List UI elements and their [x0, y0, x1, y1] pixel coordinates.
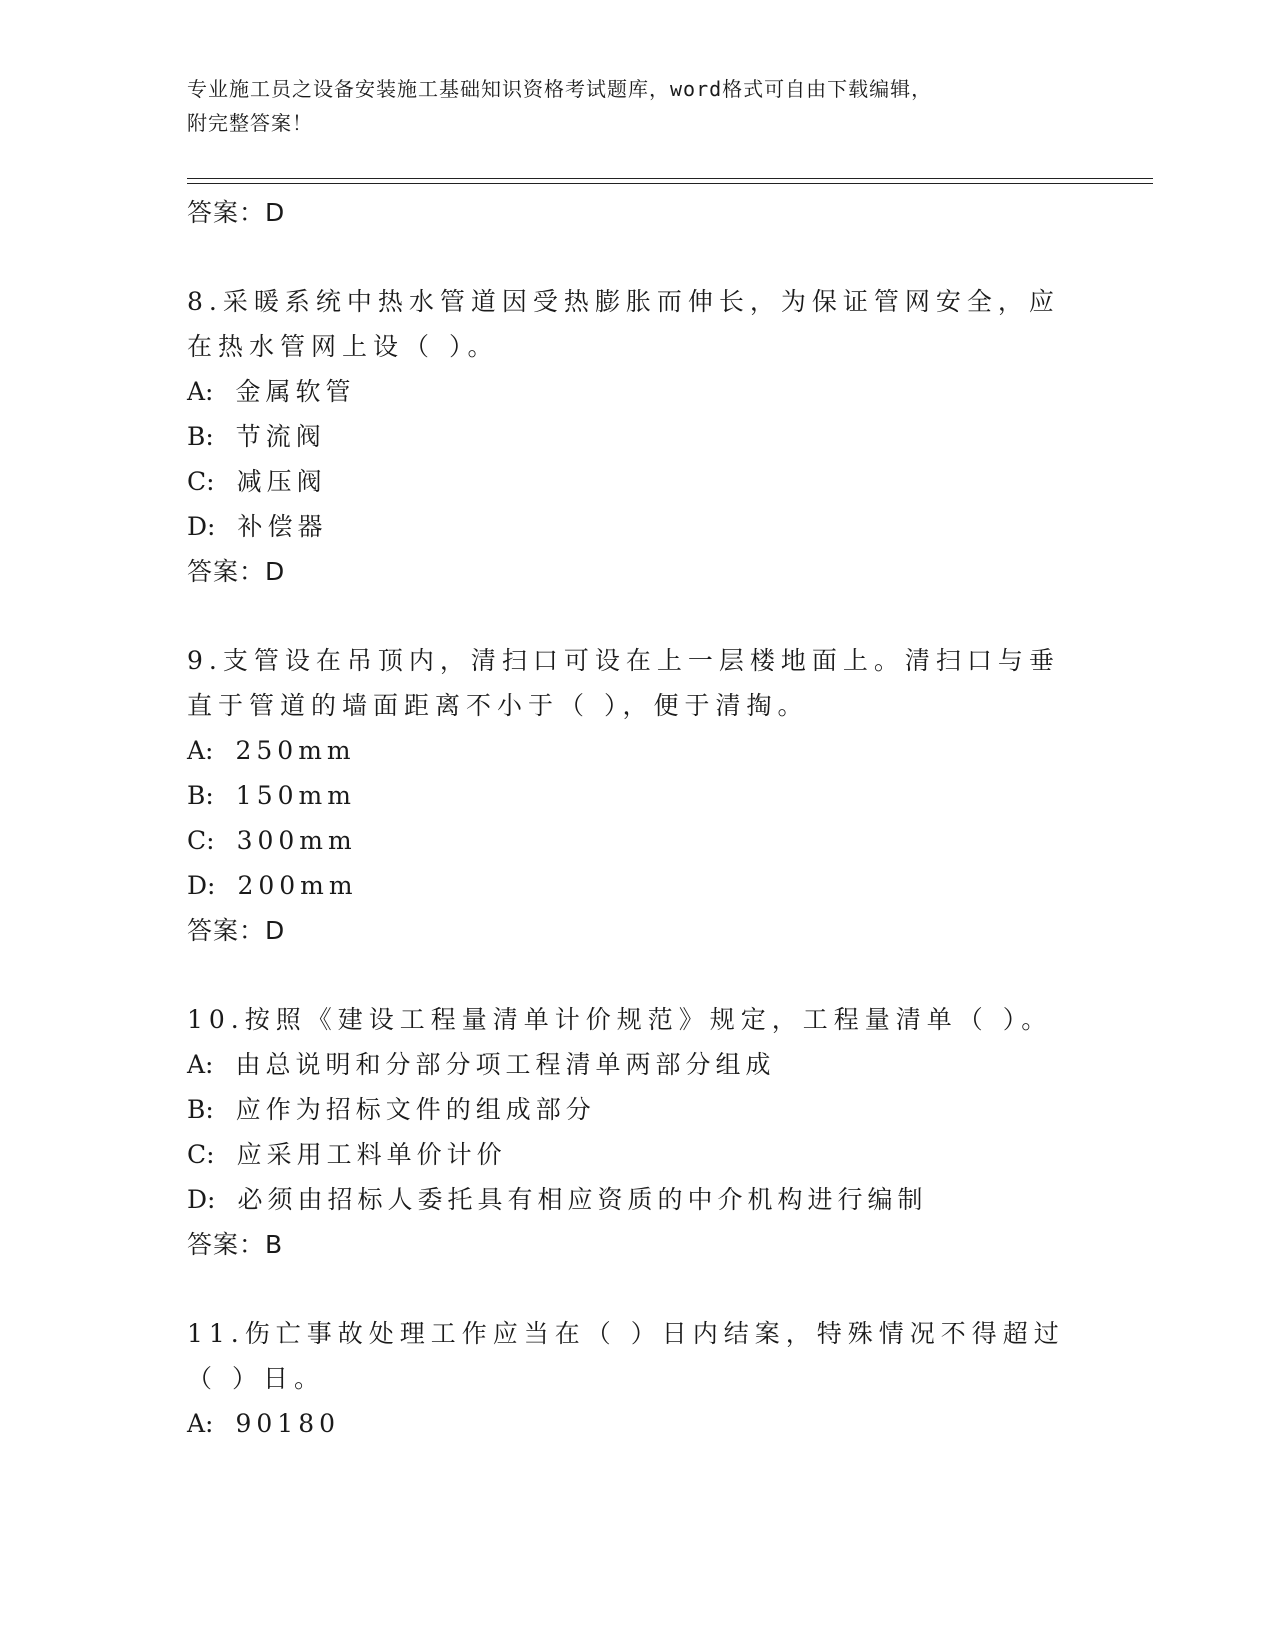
question-item: [187, 279, 1087, 594]
option-d: D: 200mm: [187, 871, 358, 900]
option-b: B: 应作为招标文件的组成部分: [187, 1095, 596, 1124]
option-c: C: 应采用工料单价计价: [187, 1140, 507, 1169]
option-a: A: 90180: [187, 1409, 341, 1438]
option-a: A: 250mm: [187, 736, 356, 765]
answer-line: 答案：B: [187, 1230, 284, 1259]
document-body: [187, 190, 1087, 1446]
option-a: A: 金属软管: [187, 377, 356, 406]
option-d: D: 必须由招标人委托具有相应资质的中介机构进行编制: [187, 1185, 928, 1214]
header-line-2: 附完整答案！: [187, 111, 313, 135]
header-divider-top: [187, 178, 1153, 179]
option-c: C: 300mm: [187, 826, 357, 855]
option-b: B: 150mm: [187, 781, 356, 810]
question-item: [187, 638, 1087, 953]
question-item: [187, 997, 1087, 1267]
answer-line: 答案：D: [187, 916, 286, 945]
header-divider-bottom: [187, 183, 1153, 184]
question-stem: 8.采暖系统中热水管道因受热膨胀而伸长，为保证管网安全，应在热水管网上设（ ）。: [187, 287, 1060, 361]
question-item: [187, 1311, 1087, 1446]
document-header: [187, 72, 1087, 140]
answer-line: 答案：D: [187, 557, 286, 586]
answer-line: 答案：D: [187, 198, 286, 227]
question-stem: 9.支管设在吊顶内，清扫口可设在上一层楼地面上。清扫口与垂直于管道的墙面距离不小于（ ），便于清掏。: [187, 646, 1060, 720]
header-line-1: 专业施工员之设备安装施工基础知识资格考试题库，word格式可自由下载编辑，: [187, 77, 933, 101]
option-c: C: 减压阀: [187, 467, 327, 496]
option-a: A: 由总说明和分部分项工程清单两部分组成: [187, 1050, 776, 1079]
question-stem: 11.伤亡事故处理工作应当在（ ）日内结案，特殊情况不得超过（ ）日。: [187, 1319, 1065, 1393]
question-stem: 10.按照《建设工程量清单计价规范》规定，工程量清单（ ）。: [187, 1005, 1053, 1034]
option-b: B: 节流阀: [187, 422, 326, 451]
option-d: D: 补偿器: [187, 512, 328, 541]
